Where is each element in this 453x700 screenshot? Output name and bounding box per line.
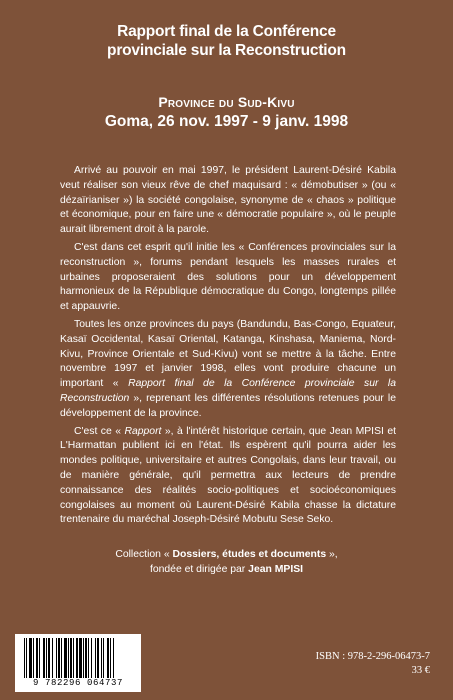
paragraph-3-text-a: Toutes les onze provinces du pays (Bandundu, Bas-Congo, Equateur, Kasaï Occidental, Kasaï Oriental, Katanga, Kinshasa, Maniema, Nord-Kivu, Province Orientale et Sud-Kivu) vont se mettre à la tâche. Entre novembre 1997 et janvier 1998, elles vont produire chacune un important « xyxy=(60,318,396,390)
subtitle-block xyxy=(0,92,453,132)
barcode xyxy=(15,634,141,692)
paragraph-3-text-b: », reprenant les différentes résolutions retenues pour le développement de la province. xyxy=(60,392,396,419)
paragraph-2: C'est dans cet esprit qu'il initie les « Conférences provinciales sur la reconstruction », forums pendant lesquels les masses rurales et urbaines proposeraient des solutions pour un développement harmonieux de la République démocratique du Congo, longtemps pillée et appauvrie. xyxy=(60,241,396,313)
paragraph-4-report-word: Rapport xyxy=(124,425,162,437)
isbn-number: ISBN : 978-2-296-06473-7 xyxy=(315,651,430,662)
paragraph-3 xyxy=(60,318,396,422)
collection-line-2 xyxy=(0,562,453,577)
collection-prefix: Collection « xyxy=(115,549,173,560)
barcode-bar xyxy=(95,638,96,678)
barcode-bar xyxy=(79,638,82,678)
back-cover-blurb xyxy=(60,164,396,531)
province-name: Province du Sud-Kivu xyxy=(158,94,295,110)
barcode-bar xyxy=(26,638,27,678)
title-line-2: provinciale sur la Reconstruction xyxy=(107,42,346,59)
barcode-bar xyxy=(24,638,25,678)
barcode-bar xyxy=(110,638,111,678)
barcode-bar xyxy=(73,638,74,678)
barcode-bar xyxy=(39,638,40,678)
barcode-bar xyxy=(83,638,84,678)
title-line-1: Rapport final de la Conférence xyxy=(117,23,336,40)
collection-founder-prefix: fondée et dirigée par xyxy=(149,564,249,575)
paragraph-1: Arrivé au pouvoir en mai 1997, le président Laurent-Désiré Kabila veut réaliser son vieux rêve de chef maquisard : « démobutiser » (ou « dézaïrianiser ») la société congolaise, synonyme de « chaos » politique et économique, pour en faire une « démocratie populaire », où le peuple aurait librement droit à la parole. xyxy=(60,165,396,236)
barcode-bar xyxy=(36,638,38,678)
barcode-bar xyxy=(91,638,92,678)
collection-line-1 xyxy=(0,547,453,562)
place-dates: Goma, 26 nov. 1997 - 9 janv. 1998 xyxy=(104,113,349,130)
collection-suffix: », xyxy=(326,549,338,560)
collection-name: Dossiers, études et documents xyxy=(172,549,327,560)
paragraph-4-text-b: », à l'intérêt historique certain, que Jean MPISI et L'Harmattan publient ici en l'état. Ils espèrent qu'il pourra aider les mondes politique, universitaire et autres Congolais, dans leur travail, ou de manière générale, qu'il permettra aux lecteurs de prendre connaissance des réalités socio-politiques et socioéconomiques congolaises au moment où Laurent-Désiré Kabila chasse la dictature trentenaire du maréchal Joseph-Désiré Mobutu Sese Seko. xyxy=(60,425,396,526)
barcode-digits: 9 782296 064737 xyxy=(32,678,123,688)
barcode-bar xyxy=(76,638,78,678)
collection-director: Jean MPISI xyxy=(248,564,304,575)
price: 33 € xyxy=(411,665,430,676)
barcode-bar xyxy=(43,638,45,678)
barcode-bar xyxy=(101,638,102,678)
barcode-bar xyxy=(113,638,114,678)
barcode-bars xyxy=(24,638,132,678)
barcode-bar xyxy=(64,638,67,678)
barcode-bar xyxy=(46,638,47,678)
book-title xyxy=(0,22,453,60)
barcode-bar xyxy=(68,638,69,678)
paragraph-3-report-title: Rapport final de la Conférence provinciale sur la Reconstruction xyxy=(60,378,396,404)
barcode-bar xyxy=(97,638,99,678)
barcode-bar xyxy=(29,638,32,678)
barcode-bar xyxy=(61,638,62,678)
barcode-bar xyxy=(88,638,89,678)
barcode-bar xyxy=(85,638,87,678)
barcode-bar xyxy=(70,638,72,678)
barcode-bar xyxy=(107,638,109,678)
barcode-bar xyxy=(52,638,53,678)
paragraph-4-text-a: C'est ce « xyxy=(74,425,125,437)
barcode-bar xyxy=(58,638,60,678)
isbn-price-block xyxy=(316,650,430,678)
barcode-bar xyxy=(56,638,57,678)
barcode-bar xyxy=(103,638,104,678)
paragraph-4 xyxy=(60,425,396,529)
barcode-bar xyxy=(48,638,50,678)
barcode-bar xyxy=(33,638,34,678)
collection-info xyxy=(0,547,453,577)
